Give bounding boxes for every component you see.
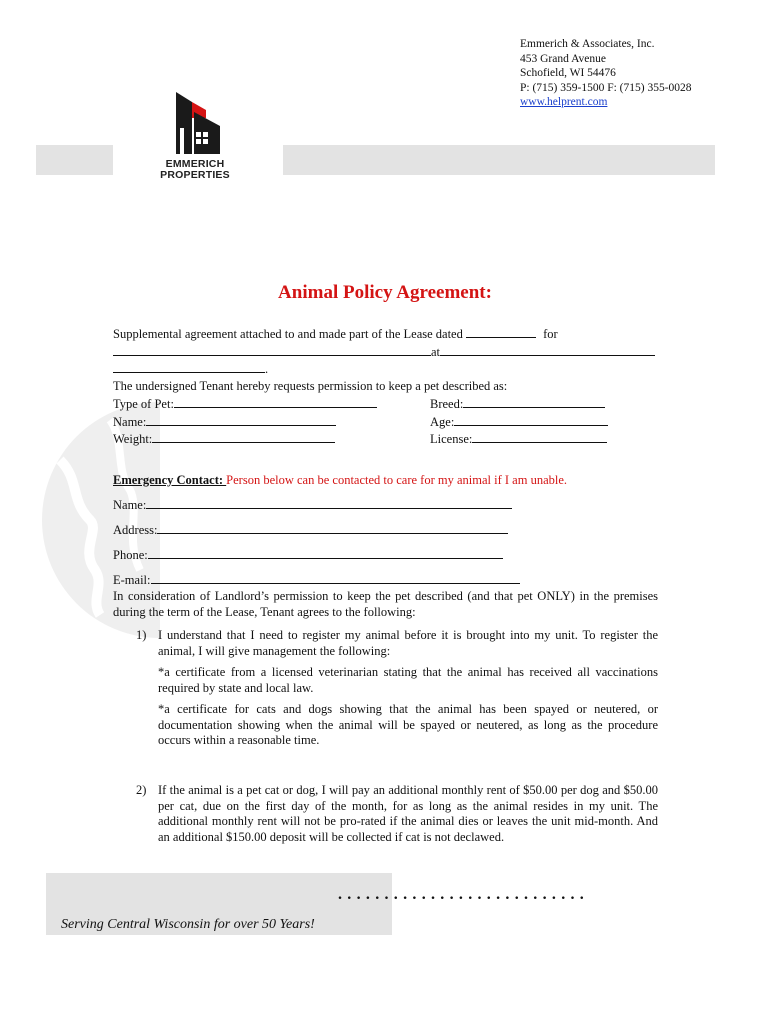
company-address [520,37,692,110]
intro-end: . [265,362,269,376]
list-item-1-number: 1) [136,628,147,642]
page-title: Animal Policy Agreement: [278,282,492,303]
property-address-field[interactable] [440,343,655,356]
contact-name-label: Name: [113,498,147,512]
list-item-2-number: 2) [136,783,147,797]
company-phones: P: (715) 359-1500 F: (715) 355-0028 [520,81,692,94]
pet-age-label: Age: [430,414,455,429]
emergency-contact-heading [113,473,567,489]
company-logo [150,88,250,188]
lease-date-field[interactable] [466,325,536,338]
pet-name-field[interactable] [146,413,336,426]
pet-license-label: License: [430,432,473,446]
lease-intro [113,325,658,378]
pet-request: The undersigned Tenant hereby requests permission to keep a pet described as: [113,379,508,393]
company-name: Emmerich & Associates, Inc. [520,38,655,50]
company-city: Schofield, WI 54476 [520,67,616,79]
header-bar-left [36,145,113,175]
footer-tagline: Serving Central Wisconsin for over 50 Years! [61,917,315,932]
pet-type-field[interactable] [174,395,377,408]
list-item-2-text: If the animal is a pet cat or dog, I will pay an additional monthly rent of $50.00 per dog and $50.00 per cat, due on the first day of the month, for as long as the animal resides in my unit. The additional monthly rent will not be pro-rated if the animal dies or leaves the unit mid-month. And an additional $150.00 deposit will be collected if cat is not declawed. [158,783,658,844]
logo-line-2: PROPERTIES [160,169,230,181]
logo-line-1: EMMERICH [165,158,225,170]
contact-name-field[interactable] [146,496,512,509]
emergency-contact-note: Person below can be contacted to care for my animal if I am unable. [226,473,568,487]
pet-age-field[interactable] [454,413,608,426]
pet-license-field[interactable] [472,430,607,443]
company-website-link[interactable]: www.helprent.com [520,96,608,108]
header-bar-right [283,145,715,175]
pet-weight-field[interactable] [152,430,335,443]
contact-email-label: E-mail: [113,573,151,587]
company-street: 453 Grand Avenue [520,52,607,65]
pet-weight-label: Weight: [113,432,153,446]
footer-dots: ........................... [338,886,590,903]
pet-breed-label: Breed: [430,397,464,411]
list-item-1 [136,628,658,749]
intro-at: at [431,344,441,359]
pet-name-label: Name: [113,414,147,429]
contact-phone-label: Phone: [113,548,148,562]
building-logo-icon [150,88,250,160]
list-item-1-text: I understand that I need to register my animal before it is brought into my unit. To register the animal, I will give management the following: [158,628,658,658]
intro-for: for [543,327,558,341]
pet-fields-right [430,395,608,448]
contact-email-field[interactable] [151,571,520,584]
intro-text: Supplemental agreement attached to and made part of the Lease dated [113,327,463,341]
emergency-contact-label: Emergency Contact: [113,473,227,487]
pet-type-label: Type of Pet: [113,397,174,411]
tenant-name-field[interactable] [113,343,431,356]
contact-address-label: Address: [113,523,158,537]
contact-address-field[interactable] [157,521,508,534]
pet-breed-field[interactable] [463,395,605,408]
list-item-1-sub-2: *a certificate for cats and dogs showing that the animal has been spayed or neutered, or documentation showing when the animal will be spayed or neutered, as long as the procedure occurs within a reasonable time. [158,702,658,747]
pet-fields-left [113,395,377,448]
emergency-contact-fields [113,496,520,589]
unit-field[interactable] [113,360,265,373]
list-item-2 [136,783,658,845]
contact-phone-field[interactable] [148,546,503,559]
consideration-paragraph: In consideration of Landlord’s permission to keep the pet described (and that pet ONLY) in the premises during the term of the Lease, Tenant agrees to the following: [113,589,658,619]
list-item-1-sub-1: *a certificate from a licensed veterinarian stating that the animal has received all vaccinations required by state and local law. [158,665,658,695]
